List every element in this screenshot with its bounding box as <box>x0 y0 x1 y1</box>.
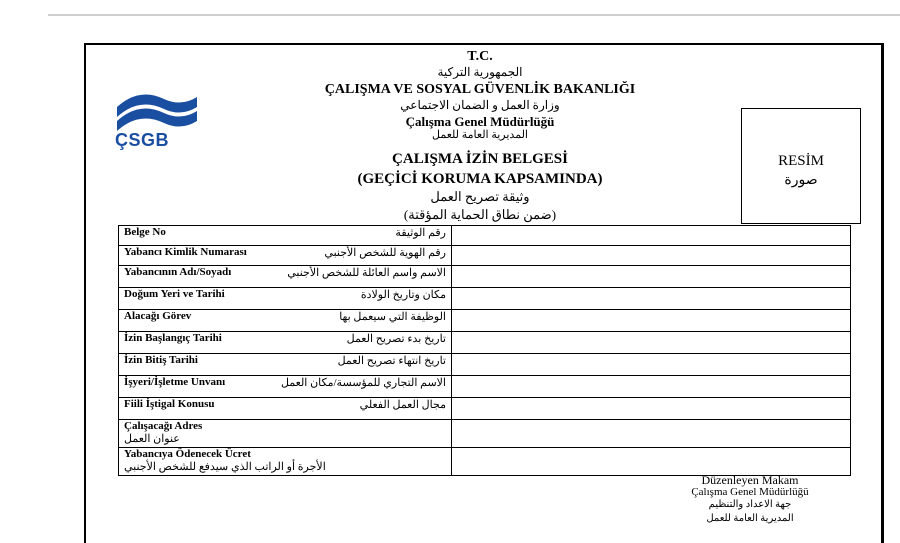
field-value-cell[interactable] <box>452 332 851 354</box>
table-row <box>119 420 851 448</box>
field-label: Belge No <box>124 226 166 238</box>
document-title-arabic: وثيقة تصريح العمل <box>430 189 530 204</box>
field-label-cell <box>119 246 452 266</box>
field-value-cell[interactable] <box>452 226 851 246</box>
header-ministry-arabic: وزارة العمل و الضمان الاجتماعي <box>400 98 560 112</box>
issuer-label-arabic: جهة الاعداد والتنظيم <box>708 499 792 510</box>
field-label: Fiili İştigal Konusu <box>124 398 215 410</box>
issuer-label: Düzenleyen Makam <box>701 473 799 487</box>
field-label-arabic: الوظيفة التي سيعمل بها <box>339 311 446 323</box>
field-value-cell[interactable] <box>452 354 851 376</box>
field-label-cell <box>119 288 452 310</box>
field-label-cell <box>119 332 452 354</box>
field-label-arabic: رقم الهوية للشخص الأجنبي <box>324 247 446 259</box>
field-label: Alacağı Görev <box>124 310 192 322</box>
header-republic-arabic: الجمهورية التركية <box>437 65 523 79</box>
field-value-cell[interactable] <box>452 448 851 476</box>
field-label: İşyeri/İşletme Unvanı <box>124 376 226 388</box>
logo-text: ÇSGB <box>115 130 170 150</box>
field-label: Yabancı Kimlik Numarası <box>124 246 247 258</box>
field-label: Yabancıya Ödenecek Ücret <box>124 448 251 460</box>
field-label-cell <box>119 310 452 332</box>
table-row <box>119 448 851 476</box>
field-label: İzin Başlangıç Tarihi <box>124 332 222 344</box>
field-label-cell <box>119 354 452 376</box>
field-label-arabic: مجال العمل الفعلي <box>359 399 446 411</box>
field-label-arabic: الاسم واسم العائلة للشخص الأجنبي <box>287 267 446 279</box>
header-tc: T.C. <box>467 49 493 64</box>
field-label: Doğum Yeri ve Tarihi <box>124 288 225 300</box>
document-title: ÇALIŞMA İZİN BELGESİ <box>392 151 568 167</box>
field-label-arabic: رقم الوثيقة <box>395 227 446 239</box>
field-value-cell[interactable] <box>452 398 851 420</box>
field-label-arabic: تاريخ بدء تصريح العمل <box>346 333 446 345</box>
header-ministry: ÇALIŞMA VE SOSYAL GÜVENLİK BAKANLIĞI <box>324 82 636 97</box>
document-subtitle: (GEÇİCİ KORUMA KAPSAMINDA) <box>357 171 603 187</box>
field-label-arabic: الأجرة أو الراتب الذي سيدفع للشخص الأجنبي <box>124 461 326 473</box>
permit-form-table <box>118 225 851 476</box>
issuer-directorate: Çalışma Genel Müdürlüğü <box>691 486 809 498</box>
photo-box <box>741 108 861 224</box>
table-row <box>119 310 851 332</box>
field-label-cell <box>119 266 452 288</box>
document-subtitle-arabic: (ضمن نطاق الحماية المؤقتة) <box>403 207 557 222</box>
photo-label: RESİM <box>778 153 824 169</box>
field-value-cell[interactable] <box>452 288 851 310</box>
field-value-cell[interactable] <box>452 376 851 398</box>
field-label: Çalışacağı Adres <box>124 420 203 432</box>
field-label-cell <box>119 448 452 476</box>
field-value-cell[interactable] <box>452 266 851 288</box>
field-label-arabic: مكان وتاريخ الولادة <box>360 289 446 301</box>
table-row <box>119 332 851 354</box>
field-label: İzin Bitiş Tarihi <box>124 354 198 366</box>
table-row <box>119 354 851 376</box>
field-label-cell <box>119 420 452 448</box>
table-row <box>119 226 851 246</box>
field-label: Yabancının Adı/Soyadı <box>124 266 232 278</box>
table-row <box>119 288 851 310</box>
field-label-cell <box>119 376 452 398</box>
table-row <box>119 266 851 288</box>
field-value-cell[interactable] <box>452 246 851 266</box>
field-label-cell <box>119 226 452 246</box>
field-label-arabic: الاسم التجاري للمؤسسة/مكان العمل <box>280 377 446 389</box>
field-value-cell[interactable] <box>452 310 851 332</box>
issuer-directorate-arabic: المديرية العامة للعمل <box>706 513 794 524</box>
table-row <box>119 398 851 420</box>
field-label-arabic: تاريخ انتهاء تصريح العمل <box>337 355 446 367</box>
field-label-arabic: عنوان العمل <box>124 433 180 445</box>
field-label-cell <box>119 398 452 420</box>
header-directorate-arabic: المديرية العامة للعمل <box>432 129 528 141</box>
field-value-cell[interactable] <box>452 420 851 448</box>
table-row <box>119 246 851 266</box>
top-divider <box>48 14 900 16</box>
header-directorate: Çalışma Genel Müdürlüğü <box>405 114 555 129</box>
table-row <box>119 376 851 398</box>
photo-label-arabic: صورة <box>784 173 818 188</box>
